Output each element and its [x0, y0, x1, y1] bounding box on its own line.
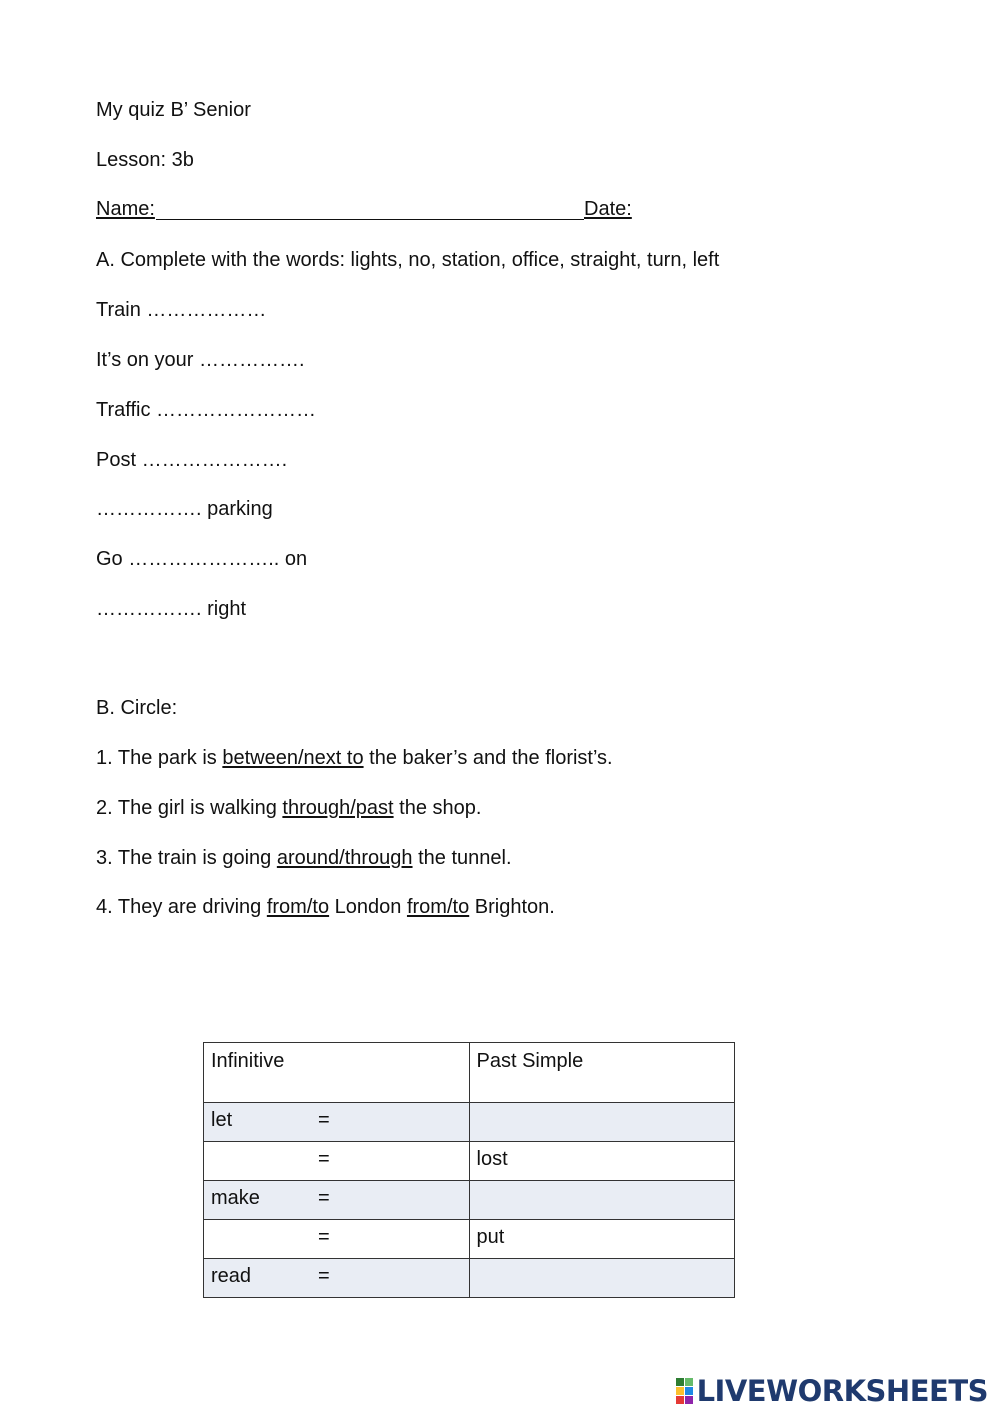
sentence-end: the baker’s and the florist’s. [363, 747, 613, 769]
past-cell[interactable] [469, 1259, 735, 1298]
logo-mark-icon [676, 1378, 693, 1404]
logo-text: LIVEWORKSHEETS [696, 1374, 988, 1408]
section-a-item-7: ……………. right [96, 598, 247, 620]
section-a-item-3: Traffic …………………… [96, 399, 317, 421]
section-a-item-4: Post …………………. [96, 449, 288, 471]
name-label: Name: [96, 198, 155, 220]
infinitive-cell[interactable] [204, 1142, 470, 1181]
infinitive-cell [204, 1259, 470, 1298]
past-cell [469, 1142, 735, 1181]
section-a-item-1: Train ……………… [96, 299, 267, 321]
past-cell [469, 1220, 735, 1259]
infinitive-value: let [211, 1109, 233, 1131]
logo-square [676, 1387, 684, 1395]
table-row [204, 1142, 735, 1181]
name-underline [156, 219, 584, 220]
infinitive-value: read [211, 1265, 252, 1287]
lesson-label: Lesson: 3b [96, 149, 194, 171]
sentence-start: 4. They are driving [96, 896, 267, 918]
infinitive-cell[interactable] [204, 1220, 470, 1259]
logo-square [685, 1378, 693, 1386]
sentence-end: the shop. [393, 797, 482, 819]
table-row [204, 1259, 735, 1298]
section-b-item-4 [96, 895, 555, 919]
sentence-start: 3. The train is going [96, 847, 277, 869]
choice-option[interactable]: from/to [266, 896, 330, 918]
table-header-row [204, 1043, 735, 1103]
section-a-item-2: It’s on your ……………. [96, 349, 305, 371]
table-row [204, 1103, 735, 1142]
quiz-title: My quiz B’ Senior [96, 99, 251, 121]
past-cell[interactable] [469, 1103, 735, 1142]
logo-square [685, 1387, 693, 1395]
equals-sign: = [318, 1109, 330, 1131]
table-row [204, 1181, 735, 1220]
date-label: Date: [584, 198, 632, 220]
sentence-start: 2. The girl is walking [96, 797, 283, 819]
sentence-middle: London [329, 896, 407, 918]
verb-table [203, 1042, 735, 1298]
equals-sign: = [318, 1187, 330, 1209]
sentence-start: 1. The park is [96, 747, 223, 769]
section-a-item-5: ……………. parking [96, 498, 273, 520]
section-b-instruction: B. Circle: [96, 697, 178, 719]
logo-square [676, 1378, 684, 1386]
infinitive-cell [204, 1103, 470, 1142]
header-past-simple: Past Simple [469, 1043, 735, 1103]
equals-sign: = [318, 1226, 330, 1248]
name-date-row [96, 198, 636, 222]
infinitive-cell [204, 1181, 470, 1220]
table-row [204, 1220, 735, 1259]
choice-option[interactable]: between/next to [222, 747, 364, 769]
choice-option-2[interactable]: from/to [406, 896, 470, 918]
equals-sign: = [318, 1265, 330, 1287]
sentence-end: Brighton. [469, 896, 555, 918]
logo-square [676, 1396, 684, 1404]
liveworksheets-logo [676, 1374, 988, 1408]
header-infinitive: Infinitive [204, 1043, 470, 1103]
section-b-item-2 [96, 796, 481, 820]
choice-option[interactable]: through/past [282, 797, 394, 819]
section-b-item-1 [96, 746, 613, 770]
past-value: lost [476, 1148, 508, 1170]
infinitive-value: make [211, 1187, 260, 1209]
past-value: put [476, 1226, 505, 1248]
section-a-item-6: Go ………………….. on [96, 548, 308, 570]
sentence-end: the tunnel. [412, 847, 512, 869]
past-cell[interactable] [469, 1181, 735, 1220]
section-a-instruction: A. Complete with the words: lights, no, station, office, straight, turn, left [96, 249, 720, 271]
equals-sign: = [318, 1148, 330, 1170]
section-b-item-3 [96, 846, 512, 870]
logo-square [685, 1396, 693, 1404]
choice-option[interactable]: around/through [276, 847, 413, 869]
